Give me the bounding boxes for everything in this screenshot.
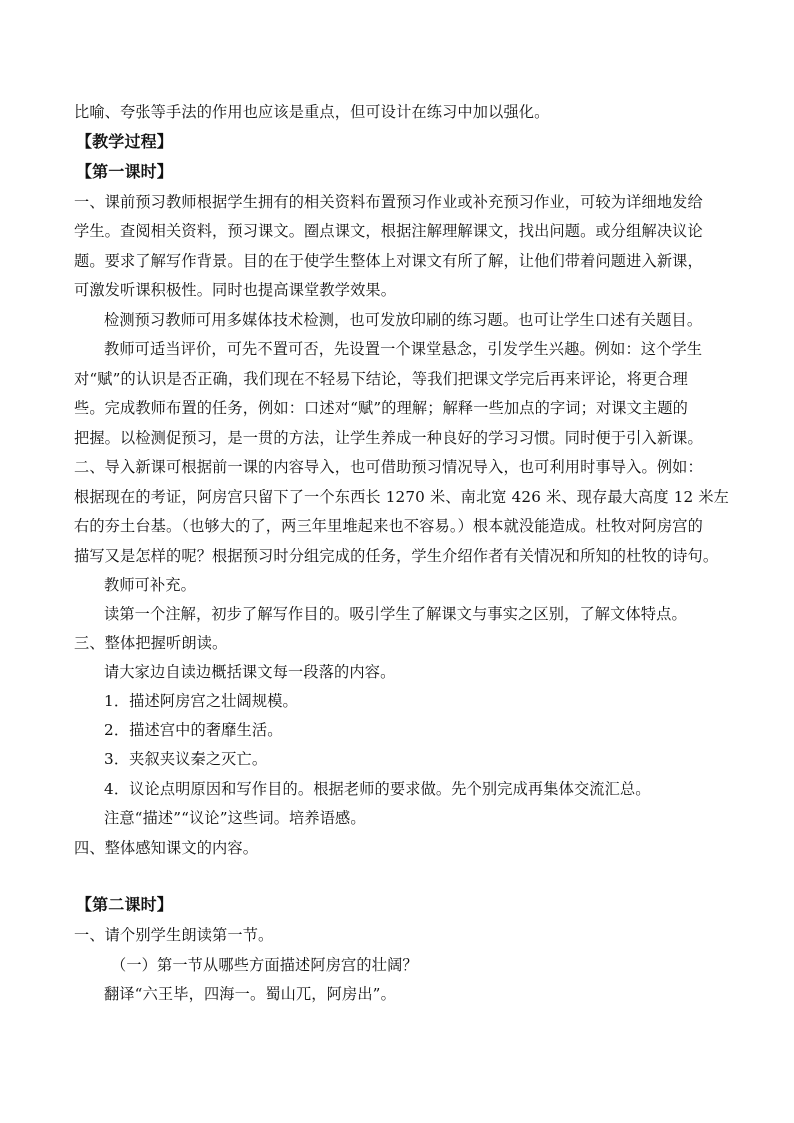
text-line: 教师可适当评价，可先不置可否，先设置一个课堂悬念，引发学生兴趣。例如：这个学生 (104, 340, 703, 358)
text-line: 可激发听课积极性。同时也提高课堂教学效果。 (74, 281, 397, 299)
list-item: 4．议论点明原因和写作目的。根据老师的要求做。先个别完成再集体交流汇总。 (104, 780, 651, 798)
text-line: 根据现在的考证，阿房宫只留下了一个东西长 1270 米、南北宽 426 米、现存最大高度 12 米左 (74, 488, 729, 506)
text-line: 题。要求了解写作背景。目的在于使学生整体上对课文有所了解，让他们带着问题进入新课， (74, 252, 703, 270)
text-line: 描写又是怎样的呢？根据预习时分组完成的任务，学生介绍作者有关情况和所知的杜牧的诗句。 (74, 547, 719, 565)
text-line: 请大家边自读边概括课文每一段落的内容。 (104, 663, 396, 681)
text-line: 三、整体把握听朗读。 (74, 634, 228, 652)
text-line: 翻译“六王毕，四海一。蜀山兀，阿房出”。 (104, 985, 396, 1003)
text-line: 检测预习教师可用多媒体技术检测，也可发放印刷的练习题。也可让学生口述有关题目。 (104, 311, 703, 329)
text-line: 一、请个别学生朗读第一节。 (74, 926, 274, 944)
text-line: 注意“描述”“议论”这些词。培养语感。 (104, 809, 366, 827)
section-heading-lesson-two: 【第二课时】 (76, 895, 173, 914)
list-item: 1．描述阿房宫之壮阔规模。 (104, 692, 298, 710)
text-line: 二、导入新课可根据前一课的内容导入，也可借助预习情况导入，也可利用时事导入。例如： (74, 458, 703, 476)
text-line: 对“赋”的认识是否正确，我们现在不轻易下结论，等我们把课文学完后再来评论，将更合理 (74, 370, 688, 388)
text-line: 教师可补充。 (104, 576, 197, 594)
text-line: 学生。查阅相关资料，预习课文。圈点课文，根据注解理解课文，找出问题。或分组解决议论 (74, 222, 703, 240)
text-line: 读第一个注解，初步了解写作目的。吸引学生了解课文与事实之区别，了解文体特点。 (104, 605, 687, 623)
text-line: 四、整体感知课文的内容。 (74, 839, 259, 857)
list-item: 3．夹叙夹议秦之灭亡。 (104, 750, 268, 768)
text-line: 些。完成教师布置的任务，例如：口述对“赋”的理解；解释一些加点的字词；对课文主题的 (74, 399, 688, 417)
text-line: 比喻、夸张等手法的作用也应该是重点，但可设计在练习中加以强化。 (74, 103, 550, 121)
text-line: 一、课前预习教师根据学生拥有的相关资料布置预习作业或补充预习作业，可较为详细地发给 (74, 193, 703, 211)
list-item: 2．描述宫中的奢靡生活。 (104, 721, 283, 739)
text-line: （一）第一节从哪些方面描述阿房宫的壮阔？ (111, 956, 418, 974)
section-heading-lesson-one: 【第一课时】 (76, 162, 173, 181)
text-line: 右的夯土台基。（也够大的了，两三年里堆起来也不容易。）根本就没能造成。杜牧对阿房宫的 (74, 517, 703, 535)
section-heading-teaching-process: 【教学过程】 (76, 132, 173, 151)
text-line: 把握。以检测促预习，是一贯的方法，让学生养成一种良好的学习习惯。同时便于引入新课。 (74, 429, 703, 447)
